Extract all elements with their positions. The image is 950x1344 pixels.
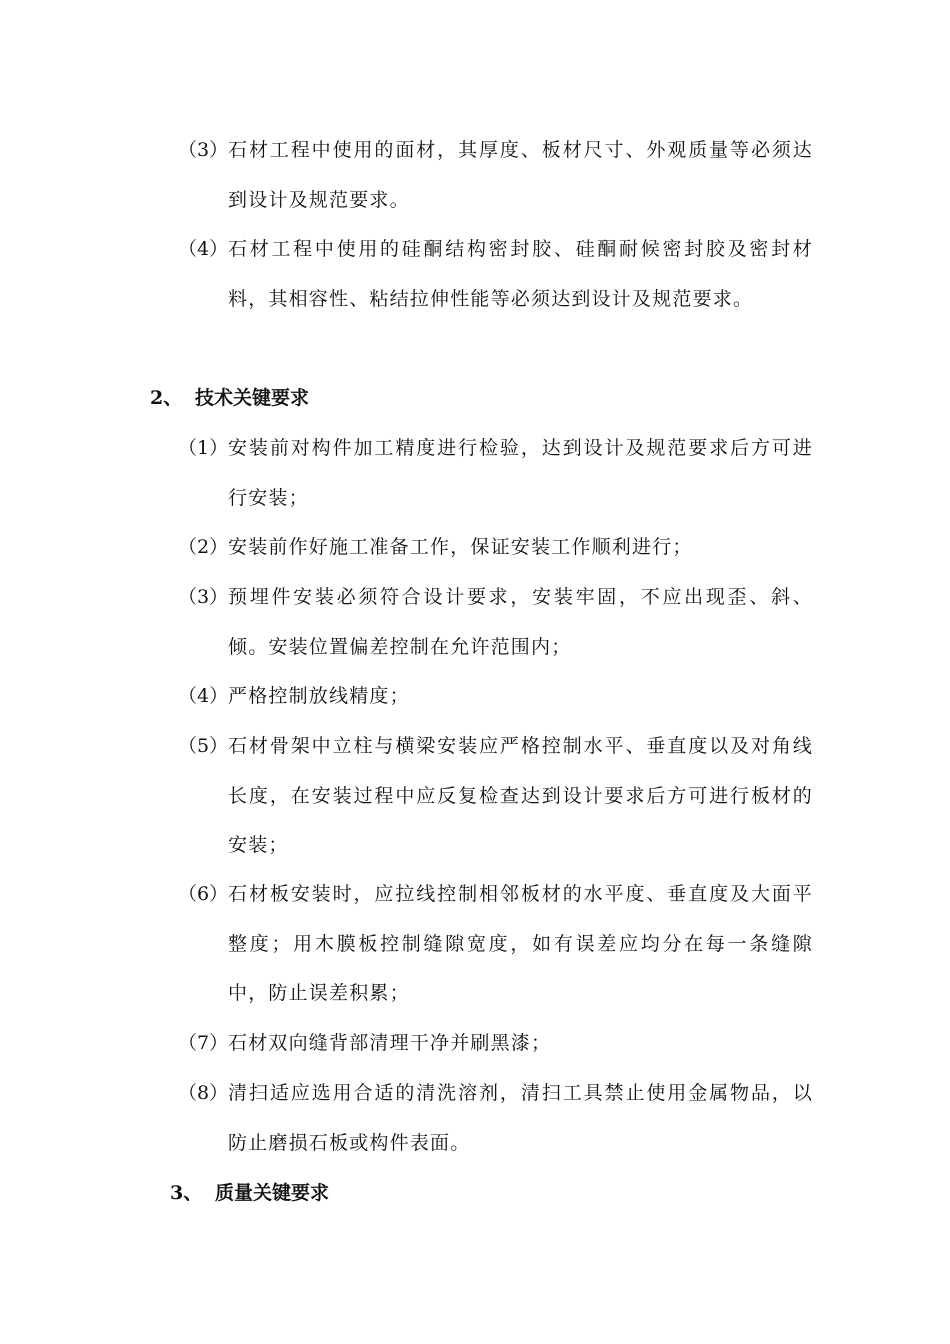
list-item — [178, 424, 813, 523]
item-text: 预埋件安装必须符合设计要求，安装牢固，不应出现歪、斜、倾。安装位置偏差控制在允许范围内； — [228, 586, 813, 658]
item-number: （4） — [178, 685, 229, 707]
item-number: （8） — [178, 1082, 229, 1104]
item-number: （4） — [178, 238, 229, 260]
section-heading-3 — [170, 1169, 329, 1219]
item-text: 安装前作好施工准备工作，保证安装工作顺利进行； — [228, 536, 693, 558]
list-item — [178, 1019, 813, 1069]
list-item — [178, 722, 813, 871]
item-number: （6） — [178, 883, 229, 905]
item-text: 石材工程中使用的面材，其厚度、板材尺寸、外观质量等必须达到设计及规范要求。 — [228, 139, 813, 211]
heading-number: 3、 — [170, 1182, 203, 1204]
item-text: 石材板安装时，应拉线控制相邻板材的水平度、垂直度及大面平整度；用木膜板控制缝隙宽度，如有误差应均分在每一条缝隙中，防止误差积累； — [228, 883, 813, 1004]
item-number: （3） — [178, 139, 229, 161]
list-item — [178, 126, 813, 225]
list-item — [178, 672, 813, 722]
item-number: （1） — [178, 437, 229, 459]
list-item — [178, 573, 813, 672]
item-text: 石材双向缝背部清理干净并刷黑漆； — [228, 1032, 552, 1054]
item-number: （2） — [178, 536, 229, 558]
section-heading-2 — [150, 374, 309, 424]
item-text: 严格控制放线精度； — [228, 685, 410, 707]
item-text: 清扫适应选用合适的清洗溶剂，清扫工具禁止使用金属物品，以防止磨损石板或构件表面。 — [228, 1082, 813, 1154]
list-item — [178, 523, 813, 573]
list-item — [178, 870, 813, 1019]
item-number: （5） — [178, 735, 229, 757]
item-text: 石材工程中使用的硅酮结构密封胶、硅酮耐候密封胶及密封材料，其相容性、粘结拉伸性能等必须达到设计及规范要求。 — [228, 238, 813, 310]
heading-title: 质量关键要求 — [215, 1182, 330, 1204]
heading-title: 技术关键要求 — [195, 387, 310, 409]
list-item — [178, 1069, 813, 1168]
item-text: 石材骨架中立柱与横梁安装应严格控制水平、垂直度以及对角线长度，在安装过程中应反复检查达到设计要求后方可进行板材的安装； — [228, 735, 813, 856]
heading-number: 2、 — [150, 387, 183, 409]
item-text: 安装前对构件加工精度进行检验，达到设计及规范要求后方可进行安装； — [228, 437, 813, 509]
item-number: （3） — [178, 586, 229, 608]
item-number: （7） — [178, 1032, 229, 1054]
list-item — [178, 225, 813, 324]
